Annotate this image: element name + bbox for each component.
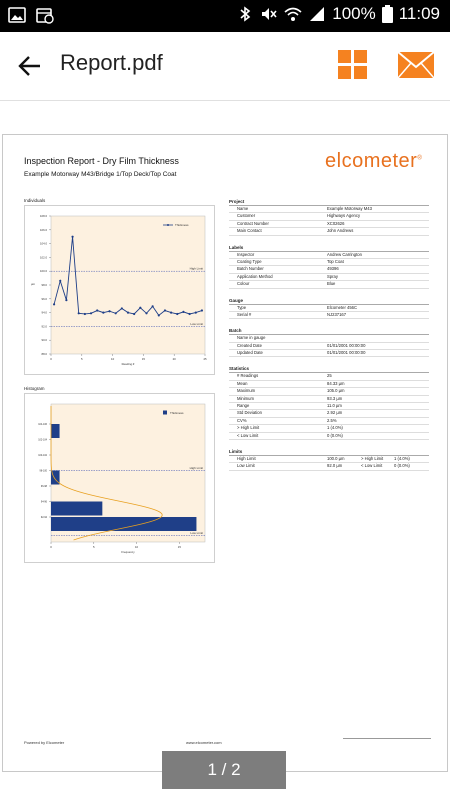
low-limit-label: Low Limit bbox=[190, 321, 203, 326]
battery-level: 100% bbox=[332, 4, 376, 23]
app-bar bbox=[0, 32, 450, 101]
data-point bbox=[121, 307, 123, 309]
report-tables bbox=[229, 198, 429, 479]
row-label: Created Date bbox=[237, 342, 262, 348]
y-tick-label: 96-98 bbox=[40, 485, 47, 488]
y-axis-label: µm bbox=[30, 282, 36, 286]
y-tick-label: 92.0 bbox=[41, 324, 47, 329]
data-point bbox=[53, 303, 55, 305]
table-row bbox=[229, 410, 429, 417]
plot-area bbox=[51, 216, 205, 354]
row-value: 49396 bbox=[327, 266, 339, 272]
row-value bbox=[327, 335, 427, 341]
row-label: Type bbox=[237, 304, 247, 310]
row-value: 105.0 µm bbox=[327, 388, 345, 394]
row-label: Serial # bbox=[237, 311, 252, 317]
y-tick-label: 98-100 bbox=[39, 469, 47, 473]
legend-swatch bbox=[163, 411, 167, 415]
back-arrow-icon[interactable] bbox=[16, 52, 44, 80]
row-value: Spray bbox=[327, 273, 338, 279]
row-label: Name in gauge bbox=[237, 335, 266, 341]
data-point bbox=[133, 313, 135, 315]
x-axis-label: Reading # bbox=[121, 362, 135, 366]
table-row bbox=[229, 213, 429, 220]
table-row bbox=[229, 388, 429, 395]
row-value: 11.0 µm bbox=[327, 403, 342, 409]
row-value: 0 (0.0%) bbox=[327, 432, 343, 438]
row-label: Contract Number bbox=[237, 220, 269, 226]
data-point bbox=[71, 236, 73, 238]
row-label: Range bbox=[237, 403, 250, 409]
histogram-bar bbox=[51, 424, 60, 438]
row-label: Updated Date bbox=[237, 350, 263, 356]
labels-heading: Labels bbox=[229, 244, 429, 252]
data-point bbox=[189, 313, 191, 315]
data-point bbox=[158, 314, 160, 316]
table-row bbox=[229, 396, 429, 403]
table-row bbox=[229, 221, 429, 228]
table-row bbox=[229, 335, 429, 342]
data-point bbox=[139, 307, 141, 309]
pdf-viewer[interactable] bbox=[0, 101, 450, 800]
row-label: Name bbox=[237, 206, 249, 211]
row-value: 2.5% bbox=[327, 417, 337, 423]
table-row bbox=[229, 274, 429, 281]
statistics-heading: Statistics bbox=[229, 365, 429, 373]
page-grid-icon[interactable] bbox=[338, 50, 368, 80]
data-point bbox=[176, 313, 178, 315]
row-label: Batch Number bbox=[237, 266, 264, 272]
footer-website: www.elcometer.com bbox=[186, 740, 222, 745]
y-tick-label: 92-94 bbox=[40, 516, 47, 519]
table-row bbox=[229, 425, 429, 432]
y-tick-label: 88.0 bbox=[41, 352, 47, 356]
row-label: > High Limit bbox=[361, 455, 384, 461]
table-row bbox=[229, 206, 429, 213]
table-row bbox=[229, 463, 429, 470]
table-row bbox=[229, 252, 429, 259]
y-tick-label: 102-104 bbox=[38, 438, 47, 442]
x-tick-label: 10 bbox=[111, 357, 115, 361]
x-axis-label: Frequency bbox=[121, 550, 135, 554]
calendar-clock-icon bbox=[36, 6, 54, 24]
row-value: 84.33 µm bbox=[327, 380, 345, 386]
page-indicator: 1 / 2 bbox=[162, 751, 286, 789]
row-label: Std Deviation bbox=[237, 410, 262, 416]
histogram-bar bbox=[51, 502, 102, 516]
data-point bbox=[115, 312, 117, 314]
y-tick-label: 108.0 bbox=[40, 214, 47, 218]
row-value: Elcometer 456C bbox=[327, 304, 358, 310]
legend-marker bbox=[167, 224, 169, 226]
table-row bbox=[229, 281, 429, 288]
table-row bbox=[229, 266, 429, 273]
mute-icon bbox=[260, 5, 278, 23]
row-value: 92.0 µm bbox=[327, 463, 343, 469]
data-point bbox=[164, 309, 166, 311]
pdf-page bbox=[2, 134, 448, 772]
row-value: 93.3 µm bbox=[327, 395, 343, 401]
mail-icon[interactable] bbox=[398, 52, 434, 78]
y-tick-label: 98.0 bbox=[41, 283, 47, 287]
x-tick-label: 25 bbox=[203, 357, 207, 361]
row-label: Maximum bbox=[237, 388, 256, 394]
row-value: 01/01/2001 00:00:00 bbox=[327, 350, 366, 356]
data-point bbox=[90, 312, 92, 314]
row-value: Top Coat bbox=[327, 258, 344, 264]
data-point bbox=[182, 311, 184, 313]
labels-table bbox=[229, 244, 429, 289]
row-value: Blue bbox=[327, 281, 336, 287]
row-value: John Andrews bbox=[327, 228, 354, 234]
row-value: 1 (4.0%) bbox=[394, 455, 410, 461]
x-tick-label: 15 bbox=[177, 545, 181, 549]
statistics-table bbox=[229, 365, 429, 440]
elcometer-logo: elcometer® bbox=[325, 150, 423, 172]
x-tick-label: 15 bbox=[141, 357, 145, 361]
battery-icon bbox=[382, 5, 393, 23]
x-tick-label: 20 bbox=[172, 357, 176, 361]
y-tick-label: 90.0 bbox=[41, 338, 47, 343]
row-value: Highways Agency bbox=[327, 213, 361, 219]
row-label: Low Limit bbox=[237, 463, 255, 469]
row-label: Inspector bbox=[237, 251, 255, 257]
batch-heading: Batch bbox=[229, 327, 429, 335]
data-point bbox=[127, 312, 129, 314]
individuals-chart-svg bbox=[25, 206, 214, 374]
table-row bbox=[229, 228, 429, 235]
row-value: 100.0 µm bbox=[327, 455, 345, 461]
data-point bbox=[59, 280, 61, 282]
data-point bbox=[96, 309, 98, 311]
legend-label: Thickness bbox=[170, 411, 184, 415]
row-label: Coating Type bbox=[237, 258, 262, 264]
data-point bbox=[145, 312, 147, 314]
x-tick-label: 5 bbox=[81, 357, 83, 361]
table-row bbox=[229, 343, 429, 350]
row-label: Minimum bbox=[237, 395, 254, 401]
individuals-label: Individuals bbox=[24, 198, 46, 203]
individuals-chart bbox=[24, 205, 215, 375]
y-tick-label: 96.0 bbox=[41, 296, 47, 301]
y-tick-label: 94.0 bbox=[41, 310, 47, 315]
project-table bbox=[229, 198, 429, 236]
legend-label: Thickness bbox=[175, 223, 189, 228]
histogram-bar bbox=[51, 517, 196, 531]
data-point bbox=[152, 305, 154, 307]
table-row bbox=[229, 381, 429, 388]
document-title: Report.pdf bbox=[60, 50, 163, 75]
row-label: < Low Limit bbox=[237, 432, 259, 438]
report-title: Inspection Report - Dry Film Thickness bbox=[24, 156, 179, 166]
batch-table bbox=[229, 327, 429, 357]
data-point bbox=[170, 312, 172, 314]
row-label: # Readings bbox=[237, 373, 259, 379]
row-value: Andrew Carrington bbox=[327, 251, 362, 257]
row-value: 1 (4.0%) bbox=[327, 425, 343, 431]
histogram-chart bbox=[24, 393, 215, 563]
table-row bbox=[229, 312, 429, 319]
table-row bbox=[229, 456, 429, 463]
data-point bbox=[195, 312, 197, 314]
clock: 11:09 bbox=[398, 4, 440, 23]
project-heading: Project bbox=[229, 198, 429, 206]
row-label: Main Contact bbox=[237, 228, 262, 234]
data-point bbox=[201, 309, 203, 311]
x-tick-label: 5 bbox=[92, 545, 95, 549]
table-row bbox=[229, 305, 429, 312]
data-point bbox=[65, 299, 67, 301]
row-label: Colour bbox=[237, 281, 250, 287]
row-value: Example Motorway M43 bbox=[327, 206, 372, 211]
table-row bbox=[229, 418, 429, 425]
table-row bbox=[229, 259, 429, 266]
histogram-label: Histogram bbox=[24, 386, 45, 391]
row-value: NJ237167 bbox=[327, 311, 347, 317]
footer-powered-by: Powered by Elcometer bbox=[24, 740, 65, 745]
row-value: XC02626 bbox=[327, 220, 345, 226]
data-point bbox=[78, 312, 80, 314]
row-label: Application Method bbox=[237, 273, 273, 279]
status-bar bbox=[0, 0, 450, 32]
limits-heading: Limits bbox=[229, 448, 429, 456]
row-label: CV% bbox=[237, 417, 247, 423]
y-tick-label: 106.0 bbox=[40, 227, 47, 232]
signature-line bbox=[343, 738, 431, 739]
y-tick-label: 94-96 bbox=[40, 500, 47, 504]
y-tick-label: 104-106 bbox=[38, 423, 47, 426]
bluetooth-icon bbox=[236, 5, 254, 23]
gallery-icon bbox=[8, 6, 26, 24]
table-row bbox=[229, 433, 429, 440]
row-label: < Low Limit bbox=[361, 463, 383, 469]
row-value: 01/01/2001 00:00:00 bbox=[327, 342, 366, 348]
histogram-chart-svg bbox=[25, 394, 214, 562]
table-row bbox=[229, 373, 429, 380]
gauge-heading: Gauge bbox=[229, 297, 429, 305]
row-value: 2.92 µm bbox=[327, 410, 343, 416]
data-point bbox=[108, 310, 110, 312]
row-label: > High Limit bbox=[237, 425, 260, 431]
data-point bbox=[84, 313, 86, 315]
report-subtitle: Example Motorway M43/Bridge 1/Top Deck/Top Coat bbox=[24, 171, 177, 178]
limits-table bbox=[229, 448, 429, 471]
x-tick-label: 10 bbox=[134, 545, 139, 549]
x-tick-label: 0 bbox=[50, 545, 52, 549]
y-tick-label: 102.0 bbox=[40, 255, 47, 260]
y-tick-label: 100.0 bbox=[40, 269, 47, 274]
signal-icon bbox=[308, 5, 326, 23]
row-value: 0 (0.0%) bbox=[394, 463, 410, 469]
row-label: High Limit bbox=[237, 455, 256, 461]
row-value: 25 bbox=[327, 373, 332, 379]
x-tick-label: 0 bbox=[50, 357, 52, 361]
y-tick-label: 104.0 bbox=[40, 241, 47, 246]
row-label: Customer bbox=[237, 213, 256, 219]
y-tick-label: 100-102 bbox=[38, 454, 47, 457]
data-point bbox=[102, 312, 104, 314]
low-limit-label: Low Limit bbox=[190, 531, 203, 535]
wifi-icon bbox=[284, 5, 302, 23]
gauge-table bbox=[229, 297, 429, 320]
row-label: Mean bbox=[237, 380, 248, 386]
high-limit-label: High Limit bbox=[189, 466, 203, 470]
table-row bbox=[229, 403, 429, 410]
table-row bbox=[229, 350, 429, 357]
high-limit-label: High Limit bbox=[189, 266, 203, 271]
